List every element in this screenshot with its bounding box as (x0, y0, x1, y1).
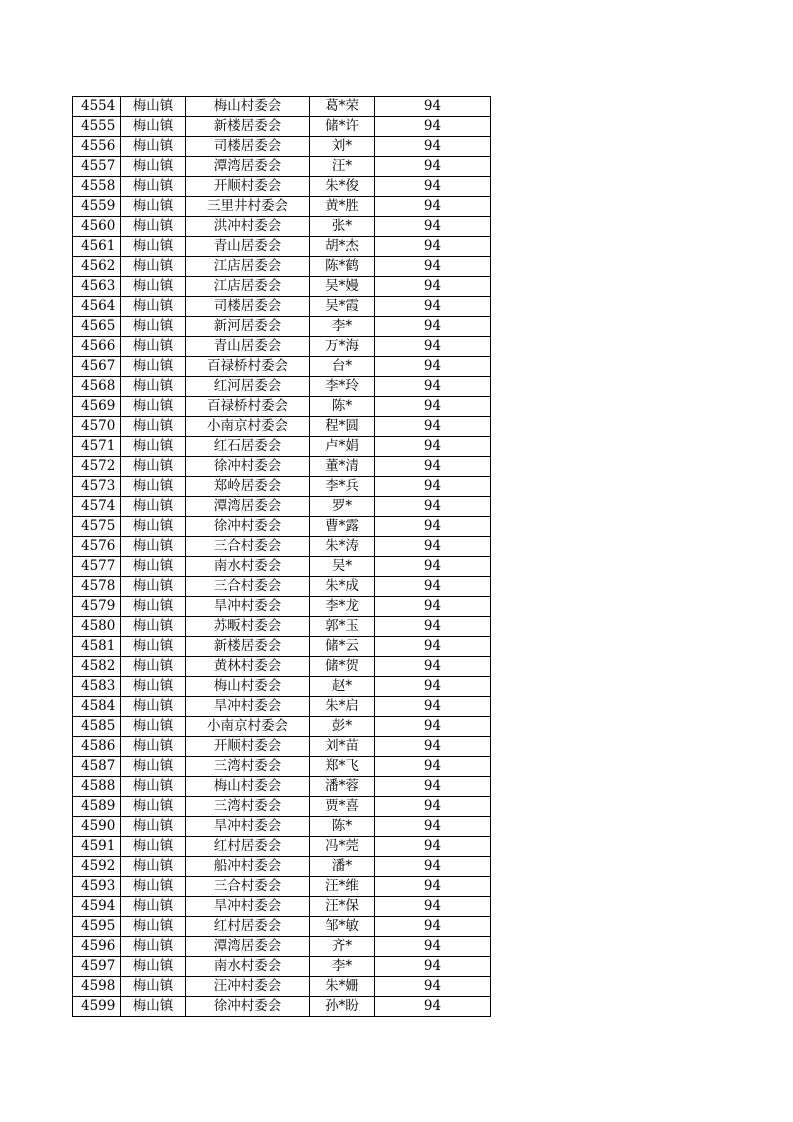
person-name-cell: 李*龙 (310, 597, 375, 617)
table-row (73, 457, 491, 477)
person-name-cell: 李*兵 (310, 477, 375, 497)
person-name-cell: 刘* (310, 137, 375, 157)
town-cell: 梅山镇 (121, 297, 186, 317)
table-row (73, 897, 491, 917)
town-cell: 梅山镇 (121, 137, 186, 157)
score-cell: 94 (375, 537, 491, 557)
table-row (73, 537, 491, 557)
record-id-cell: 4554 (73, 97, 121, 117)
score-cell: 94 (375, 397, 491, 417)
town-cell: 梅山镇 (121, 917, 186, 937)
record-id-cell: 4560 (73, 217, 121, 237)
town-cell: 梅山镇 (121, 557, 186, 577)
score-cell: 94 (375, 117, 491, 137)
town-cell: 梅山镇 (121, 657, 186, 677)
village-cell: 潭湾居委会 (186, 157, 310, 177)
score-cell: 94 (375, 477, 491, 497)
town-cell: 梅山镇 (121, 617, 186, 637)
village-cell: 开顺村委会 (186, 737, 310, 757)
person-name-cell: 朱*俊 (310, 177, 375, 197)
record-id-cell: 4578 (73, 577, 121, 597)
table-row (73, 137, 491, 157)
person-name-cell: 朱*姗 (310, 977, 375, 997)
score-cell: 94 (375, 837, 491, 857)
town-cell: 梅山镇 (121, 517, 186, 537)
record-id-cell: 4567 (73, 357, 121, 377)
person-name-cell: 朱*涛 (310, 537, 375, 557)
village-cell: 三湾村委会 (186, 797, 310, 817)
table-row (73, 437, 491, 457)
record-id-cell: 4556 (73, 137, 121, 157)
record-id-cell: 4576 (73, 537, 121, 557)
person-name-cell: 储*贺 (310, 657, 375, 677)
table-row (73, 117, 491, 137)
score-cell: 94 (375, 577, 491, 597)
town-cell: 梅山镇 (121, 697, 186, 717)
person-name-cell: 汪*保 (310, 897, 375, 917)
score-cell: 94 (375, 957, 491, 977)
person-name-cell: 赵* (310, 677, 375, 697)
village-cell: 黄林村委会 (186, 657, 310, 677)
village-cell: 小南京村委会 (186, 717, 310, 737)
record-id-cell: 4577 (73, 557, 121, 577)
town-cell: 梅山镇 (121, 677, 186, 697)
person-name-cell: 曹*露 (310, 517, 375, 537)
score-cell: 94 (375, 697, 491, 717)
town-cell: 梅山镇 (121, 757, 186, 777)
record-id-cell: 4570 (73, 417, 121, 437)
score-cell: 94 (375, 257, 491, 277)
person-name-cell: 李*玲 (310, 377, 375, 397)
score-cell: 94 (375, 97, 491, 117)
score-cell: 94 (375, 277, 491, 297)
person-name-cell: 潘*蓉 (310, 777, 375, 797)
town-cell: 梅山镇 (121, 457, 186, 477)
record-id-cell: 4568 (73, 377, 121, 397)
record-id-cell: 4555 (73, 117, 121, 137)
town-cell: 梅山镇 (121, 497, 186, 517)
person-name-cell: 董*清 (310, 457, 375, 477)
table-row (73, 317, 491, 337)
table-row (73, 677, 491, 697)
village-cell: 新楼居委会 (186, 637, 310, 657)
village-cell: 三里井村委会 (186, 197, 310, 217)
person-name-cell: 孙*盼 (310, 997, 375, 1017)
town-cell: 梅山镇 (121, 357, 186, 377)
score-cell: 94 (375, 677, 491, 697)
score-cell: 94 (375, 337, 491, 357)
record-id-cell: 4599 (73, 997, 121, 1017)
table-row (73, 997, 491, 1017)
town-cell: 梅山镇 (121, 377, 186, 397)
person-name-cell: 汪* (310, 157, 375, 177)
record-id-cell: 4589 (73, 797, 121, 817)
record-id-cell: 4591 (73, 837, 121, 857)
record-id-cell: 4579 (73, 597, 121, 617)
village-cell: 司楼居委会 (186, 137, 310, 157)
score-cell: 94 (375, 297, 491, 317)
village-cell: 三合村委会 (186, 877, 310, 897)
record-id-cell: 4573 (73, 477, 121, 497)
person-name-cell: 储*云 (310, 637, 375, 657)
score-cell: 94 (375, 757, 491, 777)
person-name-cell: 潘* (310, 857, 375, 877)
person-name-cell: 汪*维 (310, 877, 375, 897)
person-name-cell: 郭*玉 (310, 617, 375, 637)
table-row (73, 617, 491, 637)
person-name-cell: 彭* (310, 717, 375, 737)
person-name-cell: 吴*霞 (310, 297, 375, 317)
table-row (73, 357, 491, 377)
town-cell: 梅山镇 (121, 857, 186, 877)
village-cell: 潭湾居委会 (186, 497, 310, 517)
town-cell: 梅山镇 (121, 257, 186, 277)
village-cell: 徐冲村委会 (186, 997, 310, 1017)
town-cell: 梅山镇 (121, 737, 186, 757)
person-name-cell: 陈* (310, 817, 375, 837)
score-cell: 94 (375, 817, 491, 837)
score-cell: 94 (375, 777, 491, 797)
village-cell: 三湾村委会 (186, 757, 310, 777)
score-cell: 94 (375, 377, 491, 397)
score-cell: 94 (375, 237, 491, 257)
score-cell: 94 (375, 497, 491, 517)
record-id-cell: 4564 (73, 297, 121, 317)
village-cell: 新河居委会 (186, 317, 310, 337)
village-cell: 江店居委会 (186, 277, 310, 297)
score-cell: 94 (375, 157, 491, 177)
score-cell: 94 (375, 557, 491, 577)
record-id-cell: 4557 (73, 157, 121, 177)
record-id-cell: 4562 (73, 257, 121, 277)
village-cell: 旱冲村委会 (186, 697, 310, 717)
table-row (73, 797, 491, 817)
score-cell: 94 (375, 877, 491, 897)
village-cell: 南水村委会 (186, 957, 310, 977)
table-row (73, 757, 491, 777)
person-name-cell: 朱*成 (310, 577, 375, 597)
village-cell: 船冲村委会 (186, 857, 310, 877)
village-cell: 青山居委会 (186, 337, 310, 357)
village-cell: 汪冲村委会 (186, 977, 310, 997)
record-id-cell: 4572 (73, 457, 121, 477)
score-cell: 94 (375, 177, 491, 197)
town-cell: 梅山镇 (121, 777, 186, 797)
town-cell: 梅山镇 (121, 577, 186, 597)
record-id-cell: 4594 (73, 897, 121, 917)
person-name-cell: 陈* (310, 397, 375, 417)
table-row (73, 637, 491, 657)
village-cell: 红河居委会 (186, 377, 310, 397)
record-id-cell: 4585 (73, 717, 121, 737)
town-cell: 梅山镇 (121, 157, 186, 177)
table-row (73, 517, 491, 537)
table-row (73, 577, 491, 597)
record-id-cell: 4565 (73, 317, 121, 337)
records-table-body (73, 97, 491, 1017)
table-row (73, 657, 491, 677)
record-id-cell: 4586 (73, 737, 121, 757)
town-cell: 梅山镇 (121, 237, 186, 257)
village-cell: 苏畈村委会 (186, 617, 310, 637)
records-table (72, 96, 491, 1017)
score-cell: 94 (375, 417, 491, 437)
table-row (73, 957, 491, 977)
table-row (73, 277, 491, 297)
town-cell: 梅山镇 (121, 337, 186, 357)
village-cell: 百禄桥村委会 (186, 357, 310, 377)
village-cell: 司楼居委会 (186, 297, 310, 317)
score-cell: 94 (375, 737, 491, 757)
score-cell: 94 (375, 457, 491, 477)
table-row (73, 97, 491, 117)
record-id-cell: 4583 (73, 677, 121, 697)
score-cell: 94 (375, 937, 491, 957)
village-cell: 梅山村委会 (186, 97, 310, 117)
score-cell: 94 (375, 637, 491, 657)
record-id-cell: 4595 (73, 917, 121, 937)
table-row (73, 157, 491, 177)
person-name-cell: 郑*飞 (310, 757, 375, 777)
village-cell: 新楼居委会 (186, 117, 310, 137)
village-cell: 洪冲村委会 (186, 217, 310, 237)
person-name-cell: 卢*娟 (310, 437, 375, 457)
village-cell: 红村居委会 (186, 917, 310, 937)
record-id-cell: 4584 (73, 697, 121, 717)
record-id-cell: 4566 (73, 337, 121, 357)
town-cell: 梅山镇 (121, 977, 186, 997)
village-cell: 百禄桥村委会 (186, 397, 310, 417)
person-name-cell: 储*许 (310, 117, 375, 137)
table-row (73, 597, 491, 617)
town-cell: 梅山镇 (121, 417, 186, 437)
score-cell: 94 (375, 437, 491, 457)
town-cell: 梅山镇 (121, 217, 186, 237)
record-id-cell: 4575 (73, 517, 121, 537)
village-cell: 南水村委会 (186, 557, 310, 577)
record-id-cell: 4574 (73, 497, 121, 517)
record-id-cell: 4597 (73, 957, 121, 977)
score-cell: 94 (375, 197, 491, 217)
village-cell: 小南京村委会 (186, 417, 310, 437)
score-cell: 94 (375, 137, 491, 157)
village-cell: 徐冲村委会 (186, 457, 310, 477)
record-id-cell: 4592 (73, 857, 121, 877)
record-id-cell: 4563 (73, 277, 121, 297)
table-row (73, 717, 491, 737)
town-cell: 梅山镇 (121, 317, 186, 337)
score-cell: 94 (375, 217, 491, 237)
record-id-cell: 4593 (73, 877, 121, 897)
village-cell: 三合村委会 (186, 537, 310, 557)
town-cell: 梅山镇 (121, 937, 186, 957)
record-id-cell: 4581 (73, 637, 121, 657)
record-id-cell: 4582 (73, 657, 121, 677)
table-row (73, 377, 491, 397)
table-row (73, 417, 491, 437)
village-cell: 开顺村委会 (186, 177, 310, 197)
record-id-cell: 4598 (73, 977, 121, 997)
table-row (73, 197, 491, 217)
score-cell: 94 (375, 917, 491, 937)
person-name-cell: 陈*鹤 (310, 257, 375, 277)
table-row (73, 297, 491, 317)
score-cell: 94 (375, 997, 491, 1017)
score-cell: 94 (375, 597, 491, 617)
table-row (73, 817, 491, 837)
table-row (73, 557, 491, 577)
village-cell: 红石居委会 (186, 437, 310, 457)
score-cell: 94 (375, 657, 491, 677)
town-cell: 梅山镇 (121, 637, 186, 657)
table-row (73, 917, 491, 937)
score-cell: 94 (375, 797, 491, 817)
record-id-cell: 4558 (73, 177, 121, 197)
town-cell: 梅山镇 (121, 897, 186, 917)
person-name-cell: 李* (310, 317, 375, 337)
table-row (73, 737, 491, 757)
village-cell: 江店居委会 (186, 257, 310, 277)
score-cell: 94 (375, 517, 491, 537)
town-cell: 梅山镇 (121, 957, 186, 977)
table-row (73, 177, 491, 197)
person-name-cell: 冯*莞 (310, 837, 375, 857)
town-cell: 梅山镇 (121, 97, 186, 117)
score-cell: 94 (375, 897, 491, 917)
village-cell: 三合村委会 (186, 577, 310, 597)
person-name-cell: 葛*荣 (310, 97, 375, 117)
person-name-cell: 刘*苗 (310, 737, 375, 757)
person-name-cell: 李* (310, 957, 375, 977)
score-cell: 94 (375, 717, 491, 737)
person-name-cell: 胡*杰 (310, 237, 375, 257)
village-cell: 旱冲村委会 (186, 597, 310, 617)
table-row (73, 837, 491, 857)
village-cell: 红村居委会 (186, 837, 310, 857)
table-row (73, 937, 491, 957)
person-name-cell: 朱*启 (310, 697, 375, 717)
person-name-cell: 齐* (310, 937, 375, 957)
table-row (73, 977, 491, 997)
village-cell: 梅山村委会 (186, 777, 310, 797)
table-row (73, 477, 491, 497)
person-name-cell: 吴*嫚 (310, 277, 375, 297)
person-name-cell: 贾*喜 (310, 797, 375, 817)
table-row (73, 697, 491, 717)
town-cell: 梅山镇 (121, 877, 186, 897)
person-name-cell: 邹*敏 (310, 917, 375, 937)
person-name-cell: 吴* (310, 557, 375, 577)
village-cell: 梅山村委会 (186, 677, 310, 697)
table-row (73, 337, 491, 357)
table-row (73, 257, 491, 277)
record-id-cell: 4571 (73, 437, 121, 457)
person-name-cell: 张* (310, 217, 375, 237)
record-id-cell: 4569 (73, 397, 121, 417)
score-cell: 94 (375, 317, 491, 337)
town-cell: 梅山镇 (121, 997, 186, 1017)
town-cell: 梅山镇 (121, 477, 186, 497)
person-name-cell: 黄*胜 (310, 197, 375, 217)
score-cell: 94 (375, 357, 491, 377)
person-name-cell: 罗* (310, 497, 375, 517)
village-cell: 潭湾居委会 (186, 937, 310, 957)
town-cell: 梅山镇 (121, 277, 186, 297)
record-id-cell: 4587 (73, 757, 121, 777)
town-cell: 梅山镇 (121, 437, 186, 457)
table-row (73, 857, 491, 877)
town-cell: 梅山镇 (121, 197, 186, 217)
record-id-cell: 4590 (73, 817, 121, 837)
record-id-cell: 4559 (73, 197, 121, 217)
town-cell: 梅山镇 (121, 597, 186, 617)
table-row (73, 397, 491, 417)
score-cell: 94 (375, 857, 491, 877)
record-id-cell: 4596 (73, 937, 121, 957)
town-cell: 梅山镇 (121, 817, 186, 837)
record-id-cell: 4580 (73, 617, 121, 637)
village-cell: 郑岭居委会 (186, 477, 310, 497)
town-cell: 梅山镇 (121, 117, 186, 137)
person-name-cell: 台* (310, 357, 375, 377)
town-cell: 梅山镇 (121, 397, 186, 417)
record-id-cell: 4588 (73, 777, 121, 797)
village-cell: 青山居委会 (186, 237, 310, 257)
person-name-cell: 程*圆 (310, 417, 375, 437)
table-row (73, 497, 491, 517)
village-cell: 徐冲村委会 (186, 517, 310, 537)
town-cell: 梅山镇 (121, 717, 186, 737)
score-cell: 94 (375, 617, 491, 637)
score-cell: 94 (375, 977, 491, 997)
person-name-cell: 万*海 (310, 337, 375, 357)
table-row (73, 877, 491, 897)
table-row (73, 217, 491, 237)
town-cell: 梅山镇 (121, 837, 186, 857)
town-cell: 梅山镇 (121, 177, 186, 197)
table-row (73, 777, 491, 797)
table-row (73, 237, 491, 257)
village-cell: 旱冲村委会 (186, 817, 310, 837)
village-cell: 旱冲村委会 (186, 897, 310, 917)
record-id-cell: 4561 (73, 237, 121, 257)
town-cell: 梅山镇 (121, 797, 186, 817)
town-cell: 梅山镇 (121, 537, 186, 557)
